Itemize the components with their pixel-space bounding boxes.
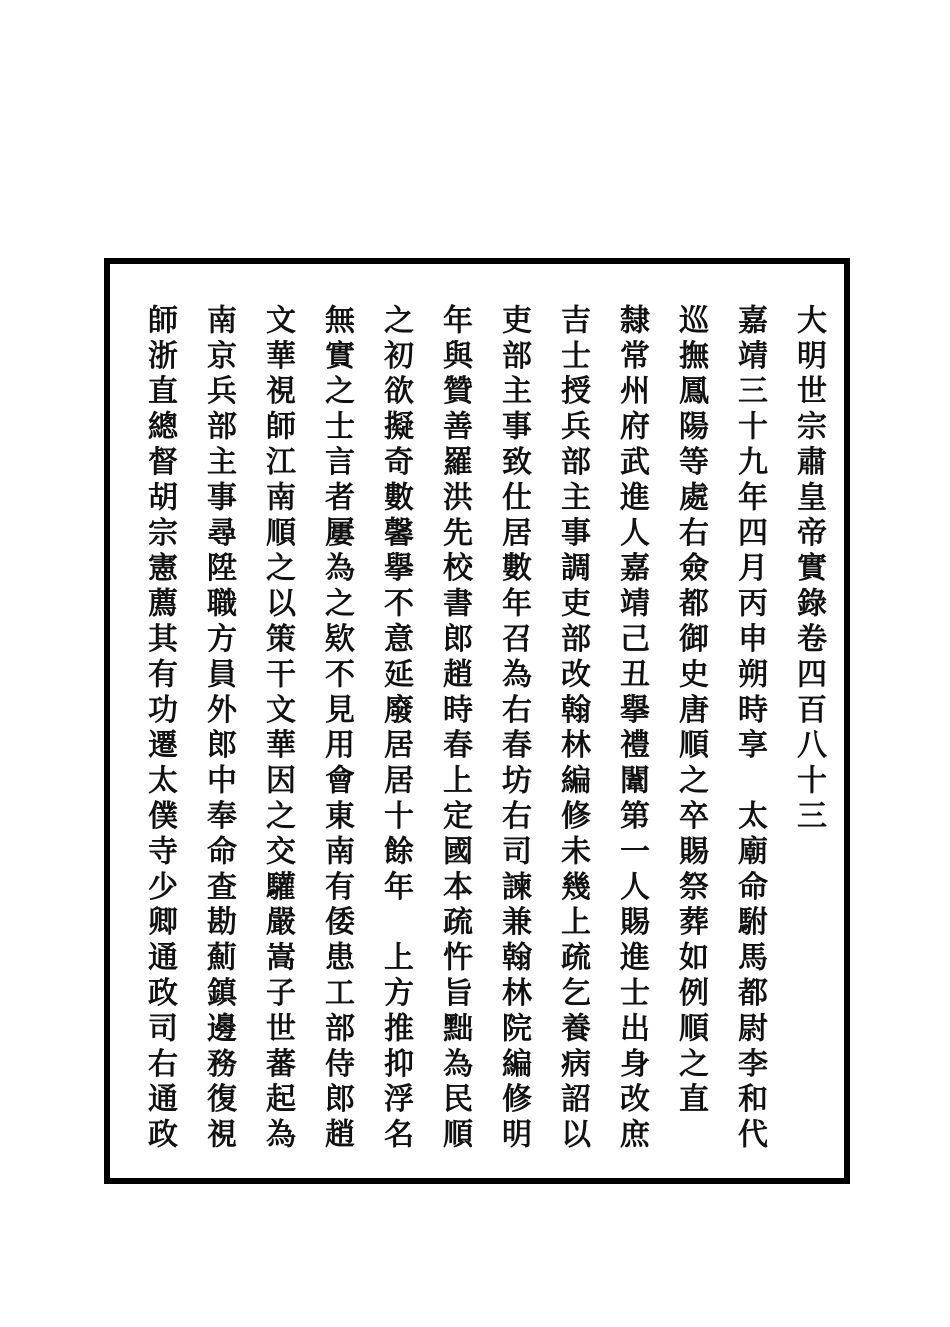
text-column-7: 年與贊善羅洪先校書郎趙時春上定國本疏忤旨黜為民順 (437, 304, 472, 1154)
text-column-3: 巡撫鳳陽等處右僉都御史唐順之卒賜祭葬如例順之直 (673, 304, 708, 1119)
text-column-4: 隸常州府武進人嘉靖己丑擧禮闈第一人賜進士出身改庶 (614, 304, 649, 1154)
text-column-9: 無實之士言者屢為之欵不見用會東南有倭患工部侍郎趙 (319, 304, 354, 1154)
text-column-2: 嘉靖三十九年四月丙申朔時享 太廟命駙馬都尉李和代 (732, 304, 767, 1154)
text-column-1: 大明世宗肅皇帝實錄卷四百八十三 (791, 304, 826, 835)
page-frame (104, 258, 850, 1184)
text-column-12: 師浙直總督胡宗憲薦其有功遷太僕寺少卿通政司右通政 (142, 304, 177, 1154)
text-column-11: 南京兵部主事尋陞職方員外郎中奉命查勘薊鎮邊務復視 (201, 304, 236, 1154)
text-column-5: 吉士授兵部主事調吏部改翰林編修未幾上疏乞養病詔以 (555, 304, 590, 1154)
text-column-6: 吏部主事致仕居數年召為右春坊右司諫兼翰林院編修明 (496, 304, 531, 1154)
text-column-10: 文華視師江南順之以策干文華因之交驩嚴嵩子世蕃起為 (260, 304, 295, 1154)
text-column-8: 之初欲擬奇數馨擧不意延廢居居十餘年 上方推抑浮名 (378, 304, 413, 1154)
